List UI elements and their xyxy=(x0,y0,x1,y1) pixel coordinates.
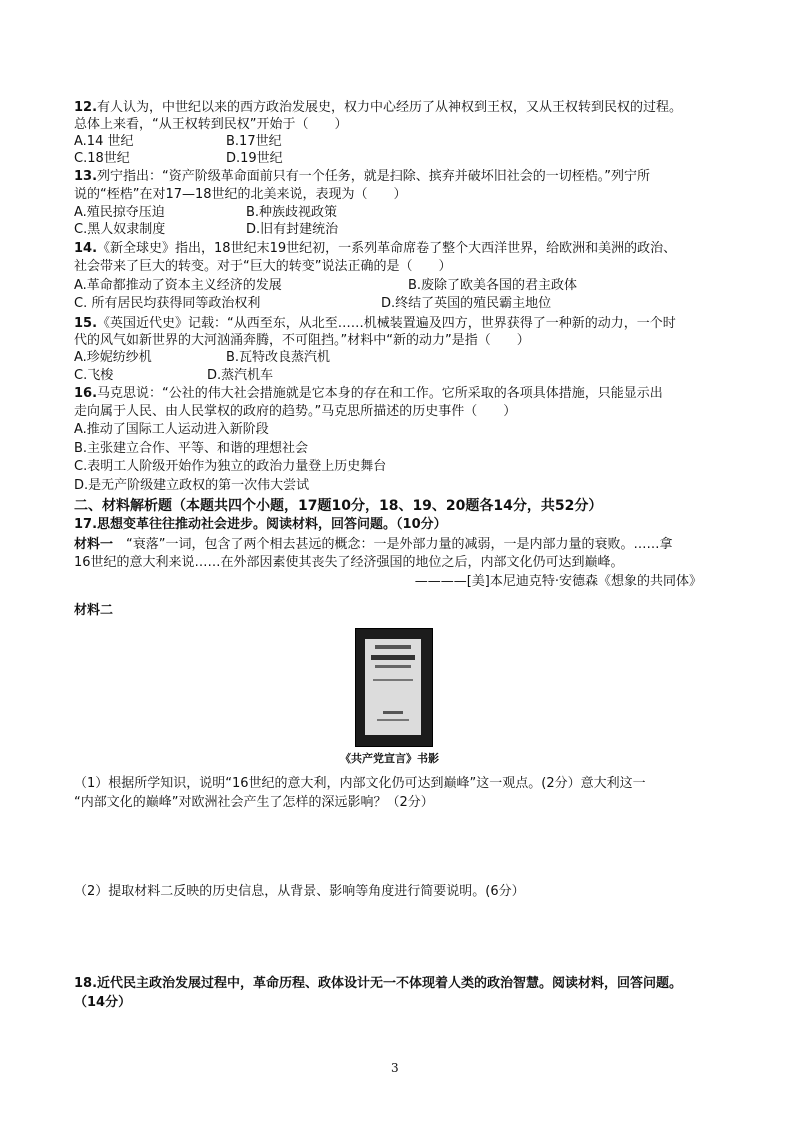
q16-stem-line1 xyxy=(74,385,663,403)
material1-text: “衰落”一词，包含了两个相去甚远的概念：一是外部力量的减弱，一是内部力量的衰败。……拿 xyxy=(113,537,673,552)
q14-option-b: B.废除了欧美各国的君主政体 xyxy=(408,278,578,293)
q12-stem-line2: 总体上来看，“从王权转到民权”开始于（ ） xyxy=(74,117,348,132)
q16-option-c: C.表明工人阶级开始作为独立的政治力量登上历史舞台 xyxy=(74,459,387,474)
q15-option-c: C.飞梭 xyxy=(74,368,114,383)
q15-text: 《英国近代史》记载：“从西至东，从北至……机械装置遍及四方，世界获得了一种新的动力，一个时 xyxy=(97,316,676,331)
q16-option-d: D.是无产阶级建立政权的第一次伟大尝试 xyxy=(74,478,310,493)
q14-option-a: A.革命都推动了资本主义经济的发展 xyxy=(74,278,282,293)
q12-number: 12. xyxy=(74,100,98,115)
q12-option-b: B.17世纪 xyxy=(226,134,282,149)
q14-option-c: C. 所有居民均获得同等政治权利 xyxy=(74,296,261,311)
q14-option-d: D.终结了英国的殖民霸主地位 xyxy=(381,296,552,311)
q17-material1-line1 xyxy=(74,536,673,554)
q16-option-b: B.主张建立合作、平等、和谐的理想社会 xyxy=(74,441,309,456)
material1-label: 材料一 xyxy=(74,537,114,552)
q13-option-d: D.旧有封建统治 xyxy=(246,222,339,237)
page-number: 3 xyxy=(391,1061,399,1075)
q17-title: 17.思想变革往往推动社会进步。阅读材料，回答问题。（10分） xyxy=(74,517,447,532)
q15-option-a: A.珍妮纺纱机 xyxy=(74,350,152,365)
q12-option-d: D.19世纪 xyxy=(226,151,283,166)
q15-stem-line2: 代的风气如新世界的大河汹涌奔腾，不可阻挡。”材料中“新的动力”是指（ ） xyxy=(74,333,530,348)
section-heading: 二、材料解析题（本题共四个小题，17题10分，18、19、20题各14分，共52分） xyxy=(74,498,603,514)
q14-number: 14. xyxy=(74,241,98,256)
q17-material1-line2: 16世纪的意大利来说……在外部因素使其丧失了经济强国的地位之后，内部文化仍可达到巅峰。 xyxy=(74,555,624,570)
q13-option-c: C.黑人奴隶制度 xyxy=(74,222,166,237)
q13-stem-line1 xyxy=(74,168,650,186)
q13-text: 列宁指出：“资产阶级革命面前只有一个任务，就是扫除、摈弃并破坏旧社会的一切桎梏。”列宁所 xyxy=(97,169,651,184)
q15-option-b: B.瓦特改良蒸汽机 xyxy=(226,350,331,365)
q17-sub1-line2: “内部文化的巅峰”对欧洲社会产生了怎样的深远影响？（2分） xyxy=(74,795,434,810)
q12-text: 有人认为，中世纪以来的西方政治发展史，权力中心经历了从神权到王权，又从王权转到民权的过程。 xyxy=(97,100,683,115)
q18-title-line1: 18.近代民主政治发展过程中，革命历程、政体设计无一不体现着人类的政治智慧。阅读材料，回答问题。 xyxy=(74,976,683,991)
figure-caption: 《共产党宣言》书影 xyxy=(340,752,439,765)
q14-stem-line2: 社会带来了巨大的转变。对于“巨大的转变”说法正确的是（ ） xyxy=(74,259,452,274)
q15-stem-line1 xyxy=(74,315,676,333)
q13-option-a: A.殖民掠夺压迫 xyxy=(74,205,165,220)
q17-sub1-line1: （1）根据所学知识，说明“16世纪的意大利，内部文化仍可达到巅峰”这一观点。(2分）意大利这一 xyxy=(74,776,646,791)
q14-stem-line1 xyxy=(74,240,676,258)
q12-option-a: A.14 世纪 xyxy=(74,134,134,149)
q17-sub2: （2）提取材料二反映的历史信息，从背景、影响等角度进行简要说明。(6分） xyxy=(74,884,525,899)
q16-text: 马克思说：“公社的伟大社会措施就是它本身的存在和工作。它所采取的各项具体措施，只能显示出 xyxy=(97,386,663,401)
q13-stem-line2: 说的“桎梏”在对17—18世纪的北美来说，表现为（ ） xyxy=(74,187,407,202)
q16-number: 16. xyxy=(74,386,98,401)
q18-title-line2: （14分） xyxy=(74,995,132,1010)
q13-number: 13. xyxy=(74,169,98,184)
q12-stem-line1 xyxy=(74,99,682,117)
q12-option-c: C.18世纪 xyxy=(74,151,130,166)
material1-source: ————[美]本尼迪克特·安德森《想象的共同体》 xyxy=(414,574,702,589)
material2-label: 材料二 xyxy=(74,603,114,618)
q16-option-a: A.推动了国际工人运动进入新阶段 xyxy=(74,422,269,437)
q14-text: 《新全球史》指出，18世纪末19世纪初，一系列革命席卷了整个大西洋世界，给欧洲和美洲的政治、 xyxy=(97,241,677,256)
manifesto-cover-image xyxy=(355,628,433,747)
q15-number: 15. xyxy=(74,316,98,331)
q16-stem-line2: 走向属于人民、由人民掌权的政府的趋势。”马克思所描述的历史事件（ ） xyxy=(74,404,517,419)
q15-option-d: D.蒸汽机车 xyxy=(207,368,274,383)
q13-option-b: B.种族歧视政策 xyxy=(246,205,338,220)
